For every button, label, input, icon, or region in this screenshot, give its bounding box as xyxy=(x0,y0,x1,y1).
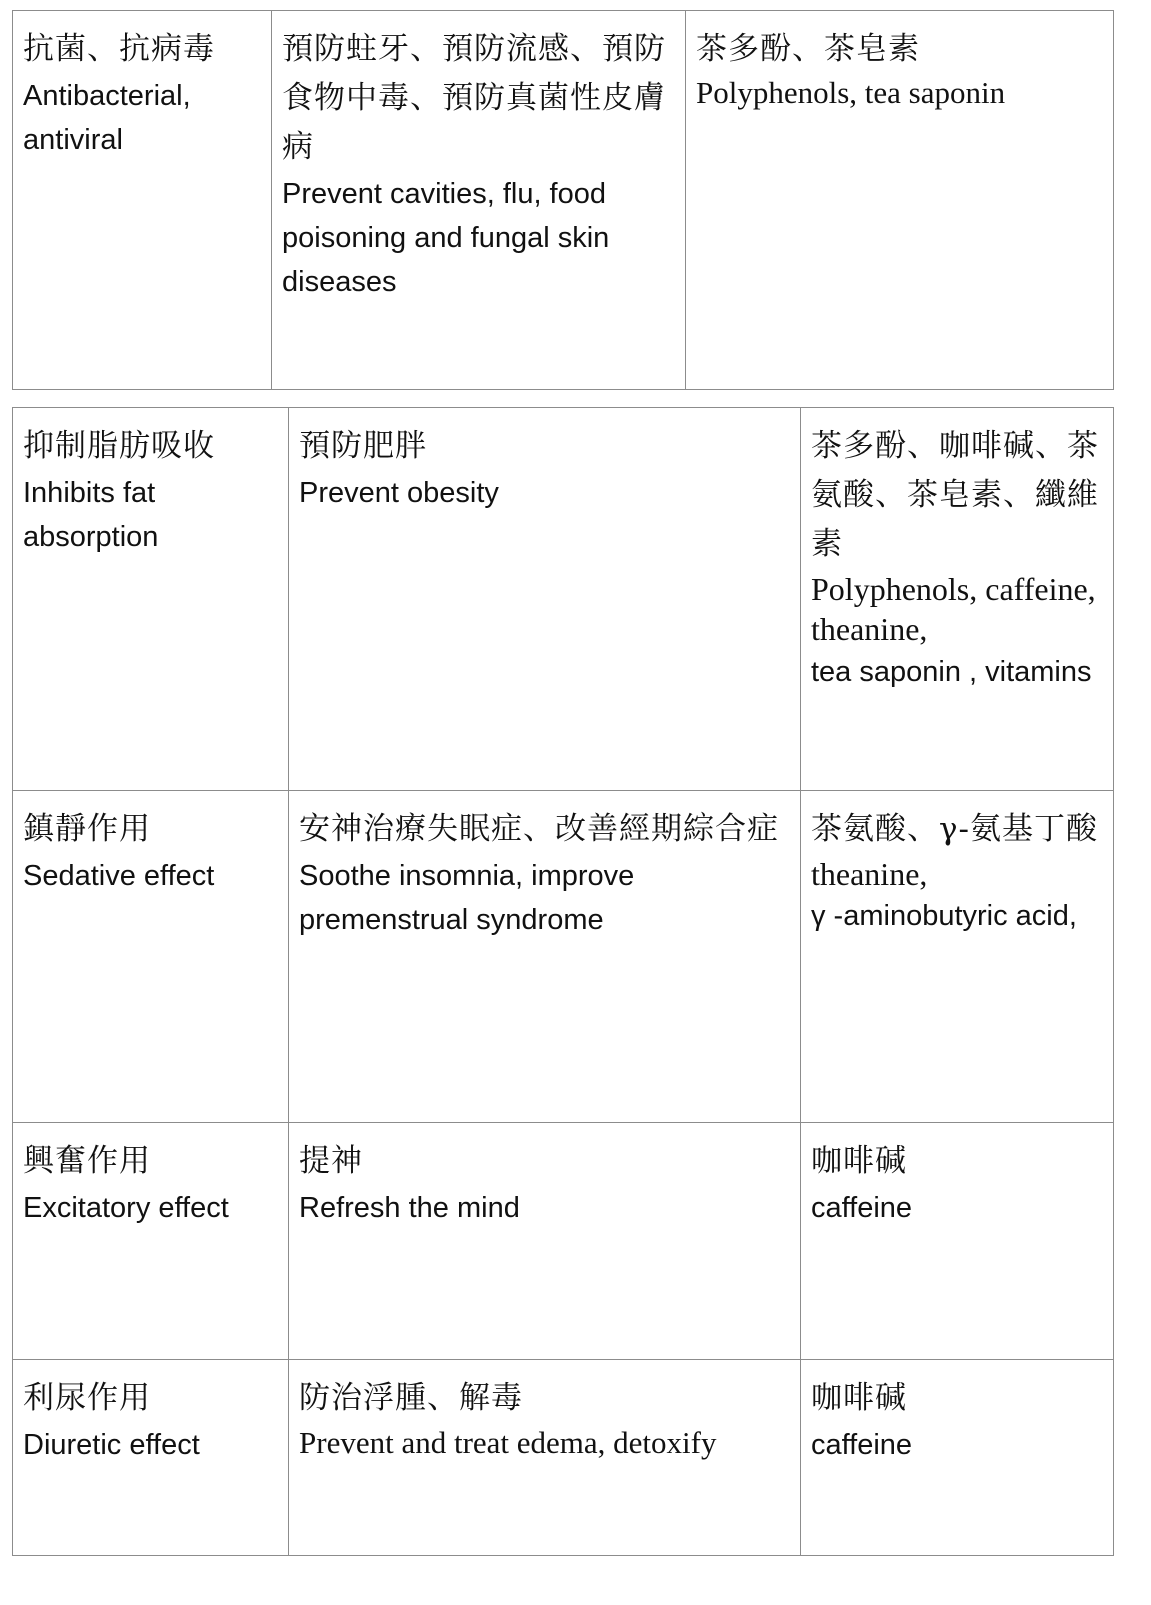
component-cell xyxy=(686,11,1114,390)
use-cell xyxy=(289,791,801,1123)
use-cell xyxy=(272,11,686,390)
component-zh: 咖啡碱 xyxy=(811,1380,907,1416)
effect-en: Antibacterial, antiviral xyxy=(23,80,191,156)
component-zh: 咖啡碱 xyxy=(811,1143,907,1179)
effect-zh: 利尿作用 xyxy=(23,1380,151,1416)
component-en-extra: γ -aminobutyric acid, xyxy=(811,900,1077,932)
use-cell xyxy=(289,1360,801,1556)
effect-en: Excitatory effect xyxy=(23,1192,229,1224)
effect-cell xyxy=(13,11,272,390)
effect-cell xyxy=(13,1360,289,1556)
component-en: Polyphenols, caffeine, theanine, xyxy=(811,571,1096,647)
use-zh: 防治浮腫、解毒 xyxy=(299,1380,523,1416)
use-en: Refresh the mind xyxy=(299,1192,520,1224)
table-row xyxy=(13,1123,1114,1360)
component-zh: 茶多酚、咖啡碱、茶氨酸、茶皂素、纖維素 xyxy=(811,428,1099,562)
use-en: Prevent obesity xyxy=(299,477,499,509)
component-en-extra: tea saponin , vitamins xyxy=(811,656,1092,688)
use-zh: 預防肥胖 xyxy=(299,428,427,464)
table-row xyxy=(13,408,1114,791)
component-zh: 茶多酚、茶皂素 xyxy=(696,31,920,67)
table-row xyxy=(13,11,1114,390)
tea-benefits-table-main xyxy=(12,407,1114,1556)
table-row xyxy=(13,1360,1114,1556)
component-cell xyxy=(801,1123,1114,1360)
effect-zh: 興奮作用 xyxy=(23,1143,151,1179)
effect-cell xyxy=(13,1123,289,1360)
use-en: Prevent cavities, flu, food poisoning and fungal skin diseases xyxy=(282,178,610,298)
use-en: Soothe insomnia, improve premenstrual syndrome xyxy=(299,860,635,936)
use-zh: 安神治療失眠症、改善經期綜合症 xyxy=(299,811,779,847)
component-en: caffeine xyxy=(811,1429,913,1461)
component-cell xyxy=(801,1360,1114,1556)
component-en: Polyphenols, tea saponin xyxy=(696,75,1006,110)
component-en: caffeine xyxy=(811,1192,913,1224)
use-cell xyxy=(289,408,801,791)
component-en: theanine, xyxy=(811,856,928,892)
tea-benefits-table-top xyxy=(12,10,1114,390)
effect-en: Inhibits fat absorption xyxy=(23,477,159,553)
effect-en: Sedative effect xyxy=(23,860,215,892)
effect-zh: 抑制脂肪吸收 xyxy=(23,428,215,464)
use-zh: 預防蛀牙、預防流感、預防食物中毒、預防真菌性皮膚病 xyxy=(282,31,666,165)
effect-cell xyxy=(13,791,289,1123)
effect-en: Diuretic effect xyxy=(23,1429,200,1461)
use-zh: 提神 xyxy=(299,1143,363,1179)
use-en: Prevent and treat edema, detoxify xyxy=(299,1425,717,1460)
component-cell xyxy=(801,791,1114,1123)
effect-cell xyxy=(13,408,289,791)
effect-zh: 抗菌、抗病毒 xyxy=(23,31,215,67)
table-row xyxy=(13,791,1114,1123)
effect-zh: 鎮靜作用 xyxy=(23,811,151,847)
component-cell xyxy=(801,408,1114,791)
use-cell xyxy=(289,1123,801,1360)
component-zh: 茶氨酸、γ-氨基丁酸 xyxy=(811,811,1099,847)
